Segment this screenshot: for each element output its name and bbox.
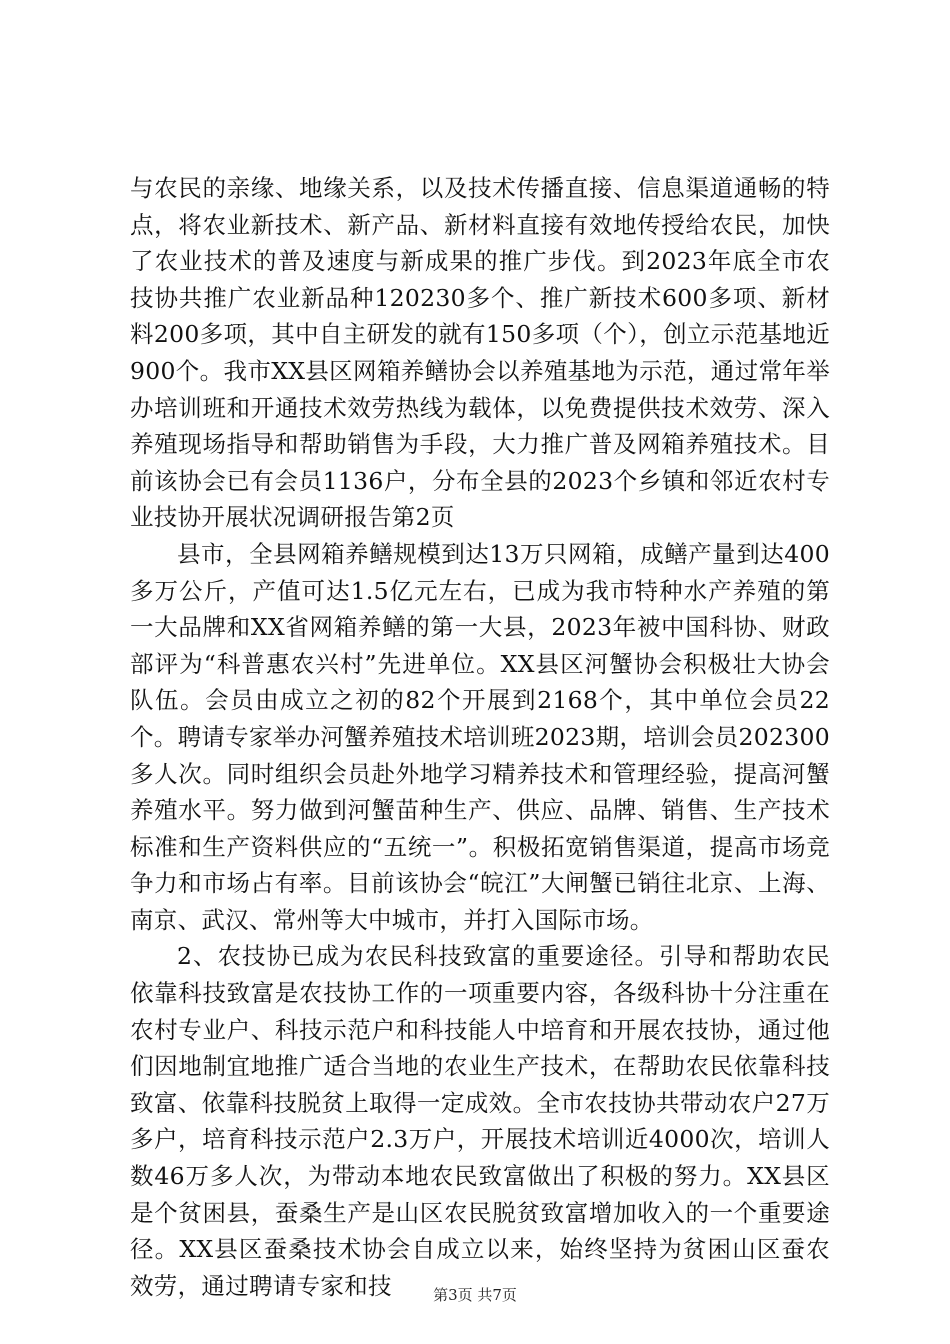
paragraph-section-2: 2、农技协已成为农民科技致富的重要途径。引导和帮助农民依靠科技致富是农技协工作的一项重要内容，各级科协十分注重在农村专业户、科技示范户和科技能人中培育和开展农技协，通过他们因地制宜地推广适合当地的农业生产技术，在帮助农民依靠科技致富、依靠科技脱贫上取得一定成效。全市农技协共带动农户27万多户，培育科技示范户2.3万户，开展技术培训近4000次，培训人数46万多人次，为带动本地农民致富做出了积极的努力。XX县区是个贫困县，蚕桑生产是山区农民脱贫致富增加收入的一个重要途径。XX县区蚕桑技术协会自成立以来，始终坚持为贫困山区蚕农效劳，通过聘请专家和技 <box>130 942 830 1300</box>
page-footer: 第3页 共7页 <box>433 1286 517 1304</box>
document-body <box>130 170 830 1304</box>
paragraph-continuation: 与农民的亲缘、地缘关系，以及技术传播直接、信息渠道通畅的特点，将农业新技术、新产品、新材料直接有效地传授给农民，加快了农业技术的普及速度与新成果的推广步伐。到2023年底全市农技协共推广农业新品种120230多个、推广新技术600多项、新材料200多项，其中自主研发的就有150多项（个），创立示范基地近900个。我市XX县区网箱养鳝协会以养殖基地为示范，通过常年举办培训班和开通技术效劳热线为载体，以免费提供技术效劳、深入养殖现场指导和帮助销售为手段，大力推广普及网箱养殖技术。目前该协会已有会员1136户，分布全县的2023个乡镇和邻近农村专业技协开展状况调研报告第2页 <box>130 174 830 532</box>
paragraph-crab-association: 县市，全县网箱养鳝规模到达13万只网箱，成鳝产量到达400多万公斤，产值可达1.5亿元左右，已成为我市特种水产养殖的第一大品牌和XX省网箱养鳝的第一大县，2023年被中国科协、财政部评为“科普惠农兴村”先进单位。XX县区河蟹协会积极壮大协会队伍。会员由成立之初的82个开展到2168个，其中单位会员22个。聘请专家举办河蟹养殖技术培训班2023期，培训会员202300多人次。同时组织会员赴外地学习精养技术和管理经验，提高河蟹养殖水平。努力做到河蟹苗种生产、供应、品牌、销售、生产技术标准和生产资料供应的“五统一”。积极拓宽销售渠道，提高市场竞争力和市场占有率。目前该协会“皖江”大闸蟹已销往北京、上海、南京、武汉、常州等大中城市，并打入国际市场。 <box>130 539 830 934</box>
